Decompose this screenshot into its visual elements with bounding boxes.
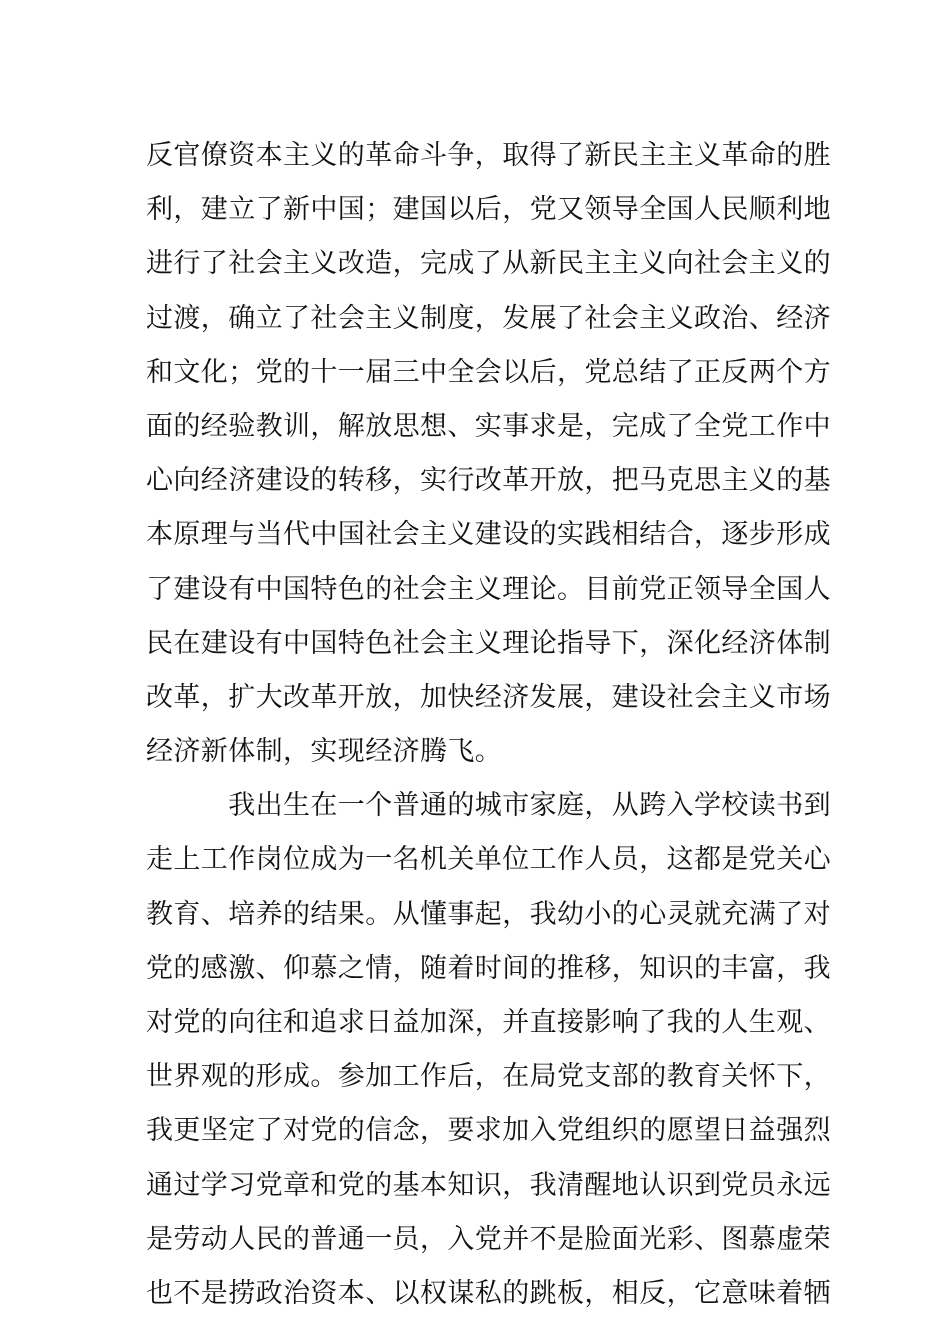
text-line: 我更坚定了对党的信念，要求加入党组织的愿望日益强烈 [146, 1115, 831, 1147]
body-text [146, 129, 831, 1321]
text-line: 也不是捞政治资本、以权谋私的跳板，相反，它意味着牺 [146, 1277, 831, 1309]
paragraph-2 [146, 779, 831, 1321]
text-line: 走上工作岗位成为一名机关单位工作人员，这都是党关心 [146, 844, 831, 876]
text-line: 进行了社会主义改造，完成了从新民主主义向社会主义的 [146, 248, 831, 280]
text-line: 本原理与当代中国社会主义建设的实践相结合，逐步形成 [146, 519, 831, 551]
text-line: 面的经验教训，解放思想、实事求是，完成了全党工作中 [146, 410, 831, 442]
text-line: 反官僚资本主义的革命斗争，取得了新民主主义革命的胜 [146, 140, 831, 171]
text-line: 和文化；党的十一届三中全会以后，党总结了正反两个方 [146, 356, 831, 388]
text-line: 了建设有中国特色的社会主义理论。目前党正领导全国人 [146, 573, 831, 605]
text-line: 民在建设有中国特色社会主义理论指导下，深化经济体制 [146, 627, 831, 659]
text-line: 心向经济建设的转移，实行改革开放，把马克思主义的基 [146, 465, 831, 497]
text-line: 是劳动人民的普通一员，入党并不是脸面光彩、图慕虚荣 [146, 1223, 831, 1255]
text-line: 党的感激、仰慕之情，随着时间的推移，知识的丰富，我 [146, 952, 831, 984]
text-line: 世界观的形成。参加工作后，在局党支部的教育关怀下， [146, 1061, 831, 1093]
text-line: 经济新体制，实现经济腾飞。 [146, 736, 503, 768]
text-line: 利，建立了新中国；建国以后，党又领导全国人民顺利地 [146, 194, 831, 226]
text-line: 通过学习党章和党的基本知识，我清醒地认识到党员永远 [146, 1169, 831, 1201]
text-line: 过渡，确立了社会主义制度，发展了社会主义政治、经济 [146, 302, 831, 334]
text-line: 对党的向往和追求日益加深，并直接影响了我的人生观、 [146, 1007, 831, 1038]
text-line: 教育、培养的结果。从懂事起，我幼小的心灵就充满了对 [146, 898, 831, 930]
text-line: 我出生在一个普通的城市家庭，从跨入学校读书到 [146, 790, 831, 822]
paragraph-1 [146, 129, 831, 779]
text-line: 改革，扩大改革开放，加快经济发展，建设社会主义市场 [146, 681, 831, 713]
